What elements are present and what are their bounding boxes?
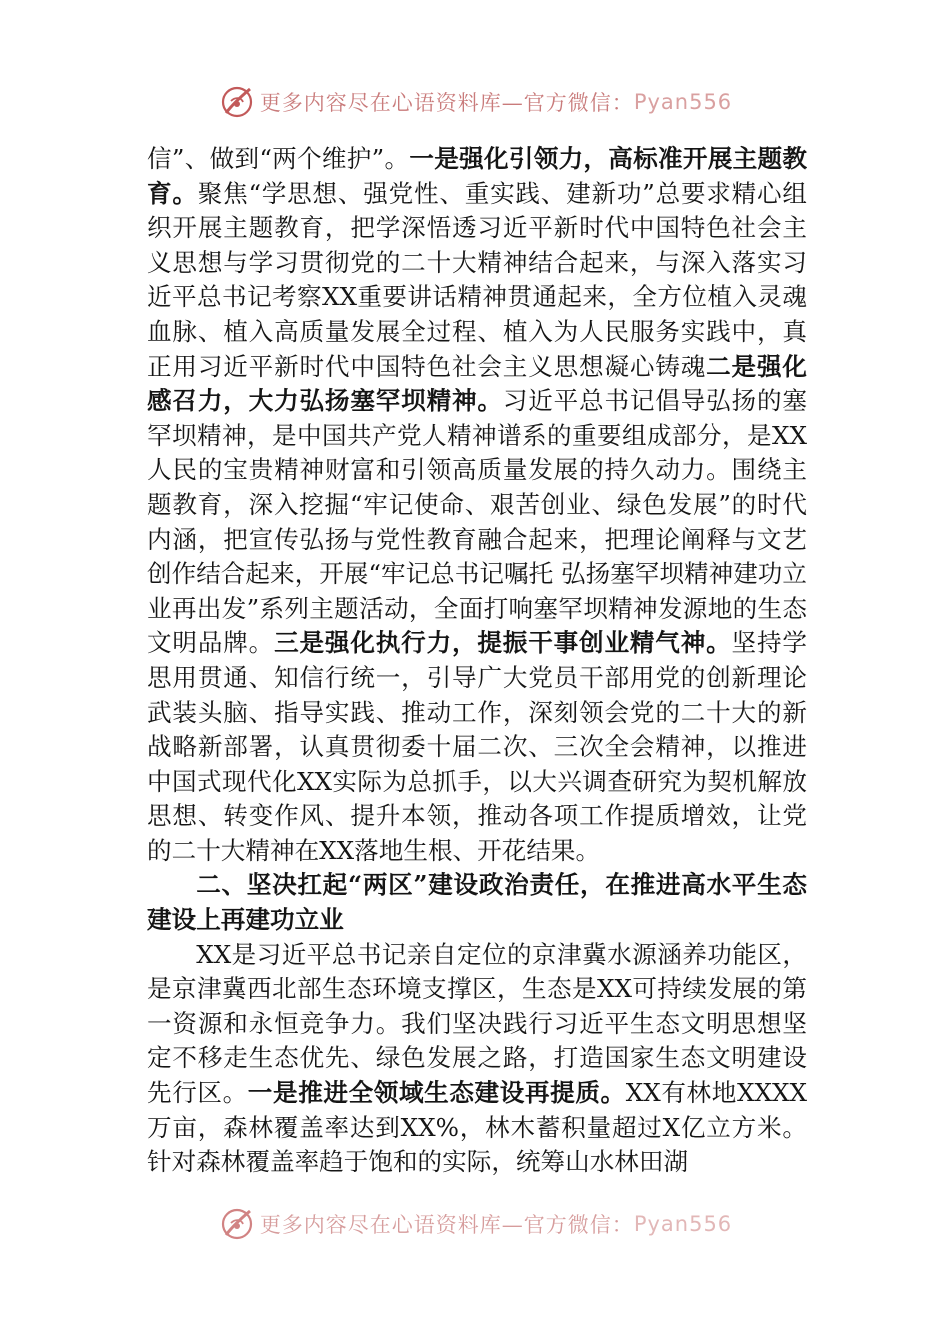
paragraph-1 [147, 142, 807, 868]
p1-bold-3: 三是强化执行力，提振干事创业精气神。 [274, 628, 732, 658]
p1-text-4: 坚持学思用贯通、知信行统一，引导广大党员干部用党的创新理论武装头脑、指导实践、推动工作，深刻领会党的二十大的新战略新部署，认真贯彻委十届二次、三次全会精神，以推进中国式现代化XX实际为总抓手，以大兴调查研究为契机解放思想、转变作风、提升本领，推动各项工作提质增效，让党的二十大精神在XX落地生根、开花结果。 [147, 628, 807, 865]
p1-bold-1: 一是强化引领力，高标准开展主题教育。 [147, 144, 807, 208]
watermark-footer [0, 1204, 950, 1244]
p1-text-3: 习近平总书记倡导弘扬的塞罕坝精神，是中国共产党人精神谱系的重要组成部分，是XX人民的宝贵精神财富和引领高质量发展的持久动力。围绕主题教育，深入挖掘“牢记使命、艰苦创业、绿色发展”的时代内涵，把宣传弘扬与党性教育融合起来，把理论阐释与文艺创作结合起来，开展“牢记总书记嘱托 弘扬塞罕坝精神建功立业再出发”系列主题活动，全面打响塞罕坝精神发源地的生态文明品牌。 [147, 386, 807, 658]
p2-text-1: XX是习近平总书记亲自定位的京津冀水源涵养功能区，是京津冀西北部生态环境支撑区，生态是XX可持续发展的第一资源和永恒竞争力。我们坚决践行习近平生态文明思想坚定不移走生态优先、绿色发展之路，打造国家生态文明建设先行区。 [147, 939, 807, 1108]
document-body [147, 142, 807, 1212]
section-heading-2: 二、坚决扛起“两区”建设政治责任，在推进高水平生态建设上再建功立业 [147, 870, 807, 935]
watermark-header [0, 82, 950, 122]
watermark-id: Pyan556 [633, 90, 733, 114]
p1-bold-2: 二是强化感召力，大力弘扬塞罕坝精神。 [147, 351, 807, 416]
watermark-text: 更多内容尽在心语资料库—官方微信： [259, 1213, 634, 1237]
p2-text-2: XX有林地XXXX万亩，森林覆盖率达到XX%，林木蓄积量超过X亿立方米。针对森林覆盖率趋于饱和的实际，统筹山水林田湖 [147, 1078, 807, 1177]
watermark-text: 更多内容尽在心语资料库—官方微信： [259, 91, 634, 115]
p1-text-1: 信”、做到“两个维护”。 [147, 144, 410, 173]
p1-text-2: 聚焦“学思想、强党性、重实践、建新功”总要求精心组织开展主题教育，把学深悟透习近平新时代中国特色社会主义思想与学习贯彻党的二十大精神结合起来，与深入落实习近平总书记考察XX重要讲话精神贯通起来，全方位植入灵魂血脉、植入高质量发展全过程、植入为人民服务实践中，真正用习近平新时代中国特色社会主义思想凝心铸魂 [147, 178, 807, 381]
watermark-logo-icon [218, 1205, 256, 1243]
p2-bold-1: 一是推进全领域生态建设再提质。 [247, 1078, 626, 1108]
watermark-logo-icon [218, 83, 256, 121]
paragraph-2 [147, 938, 807, 1180]
watermark-id: Pyan556 [633, 1212, 733, 1236]
